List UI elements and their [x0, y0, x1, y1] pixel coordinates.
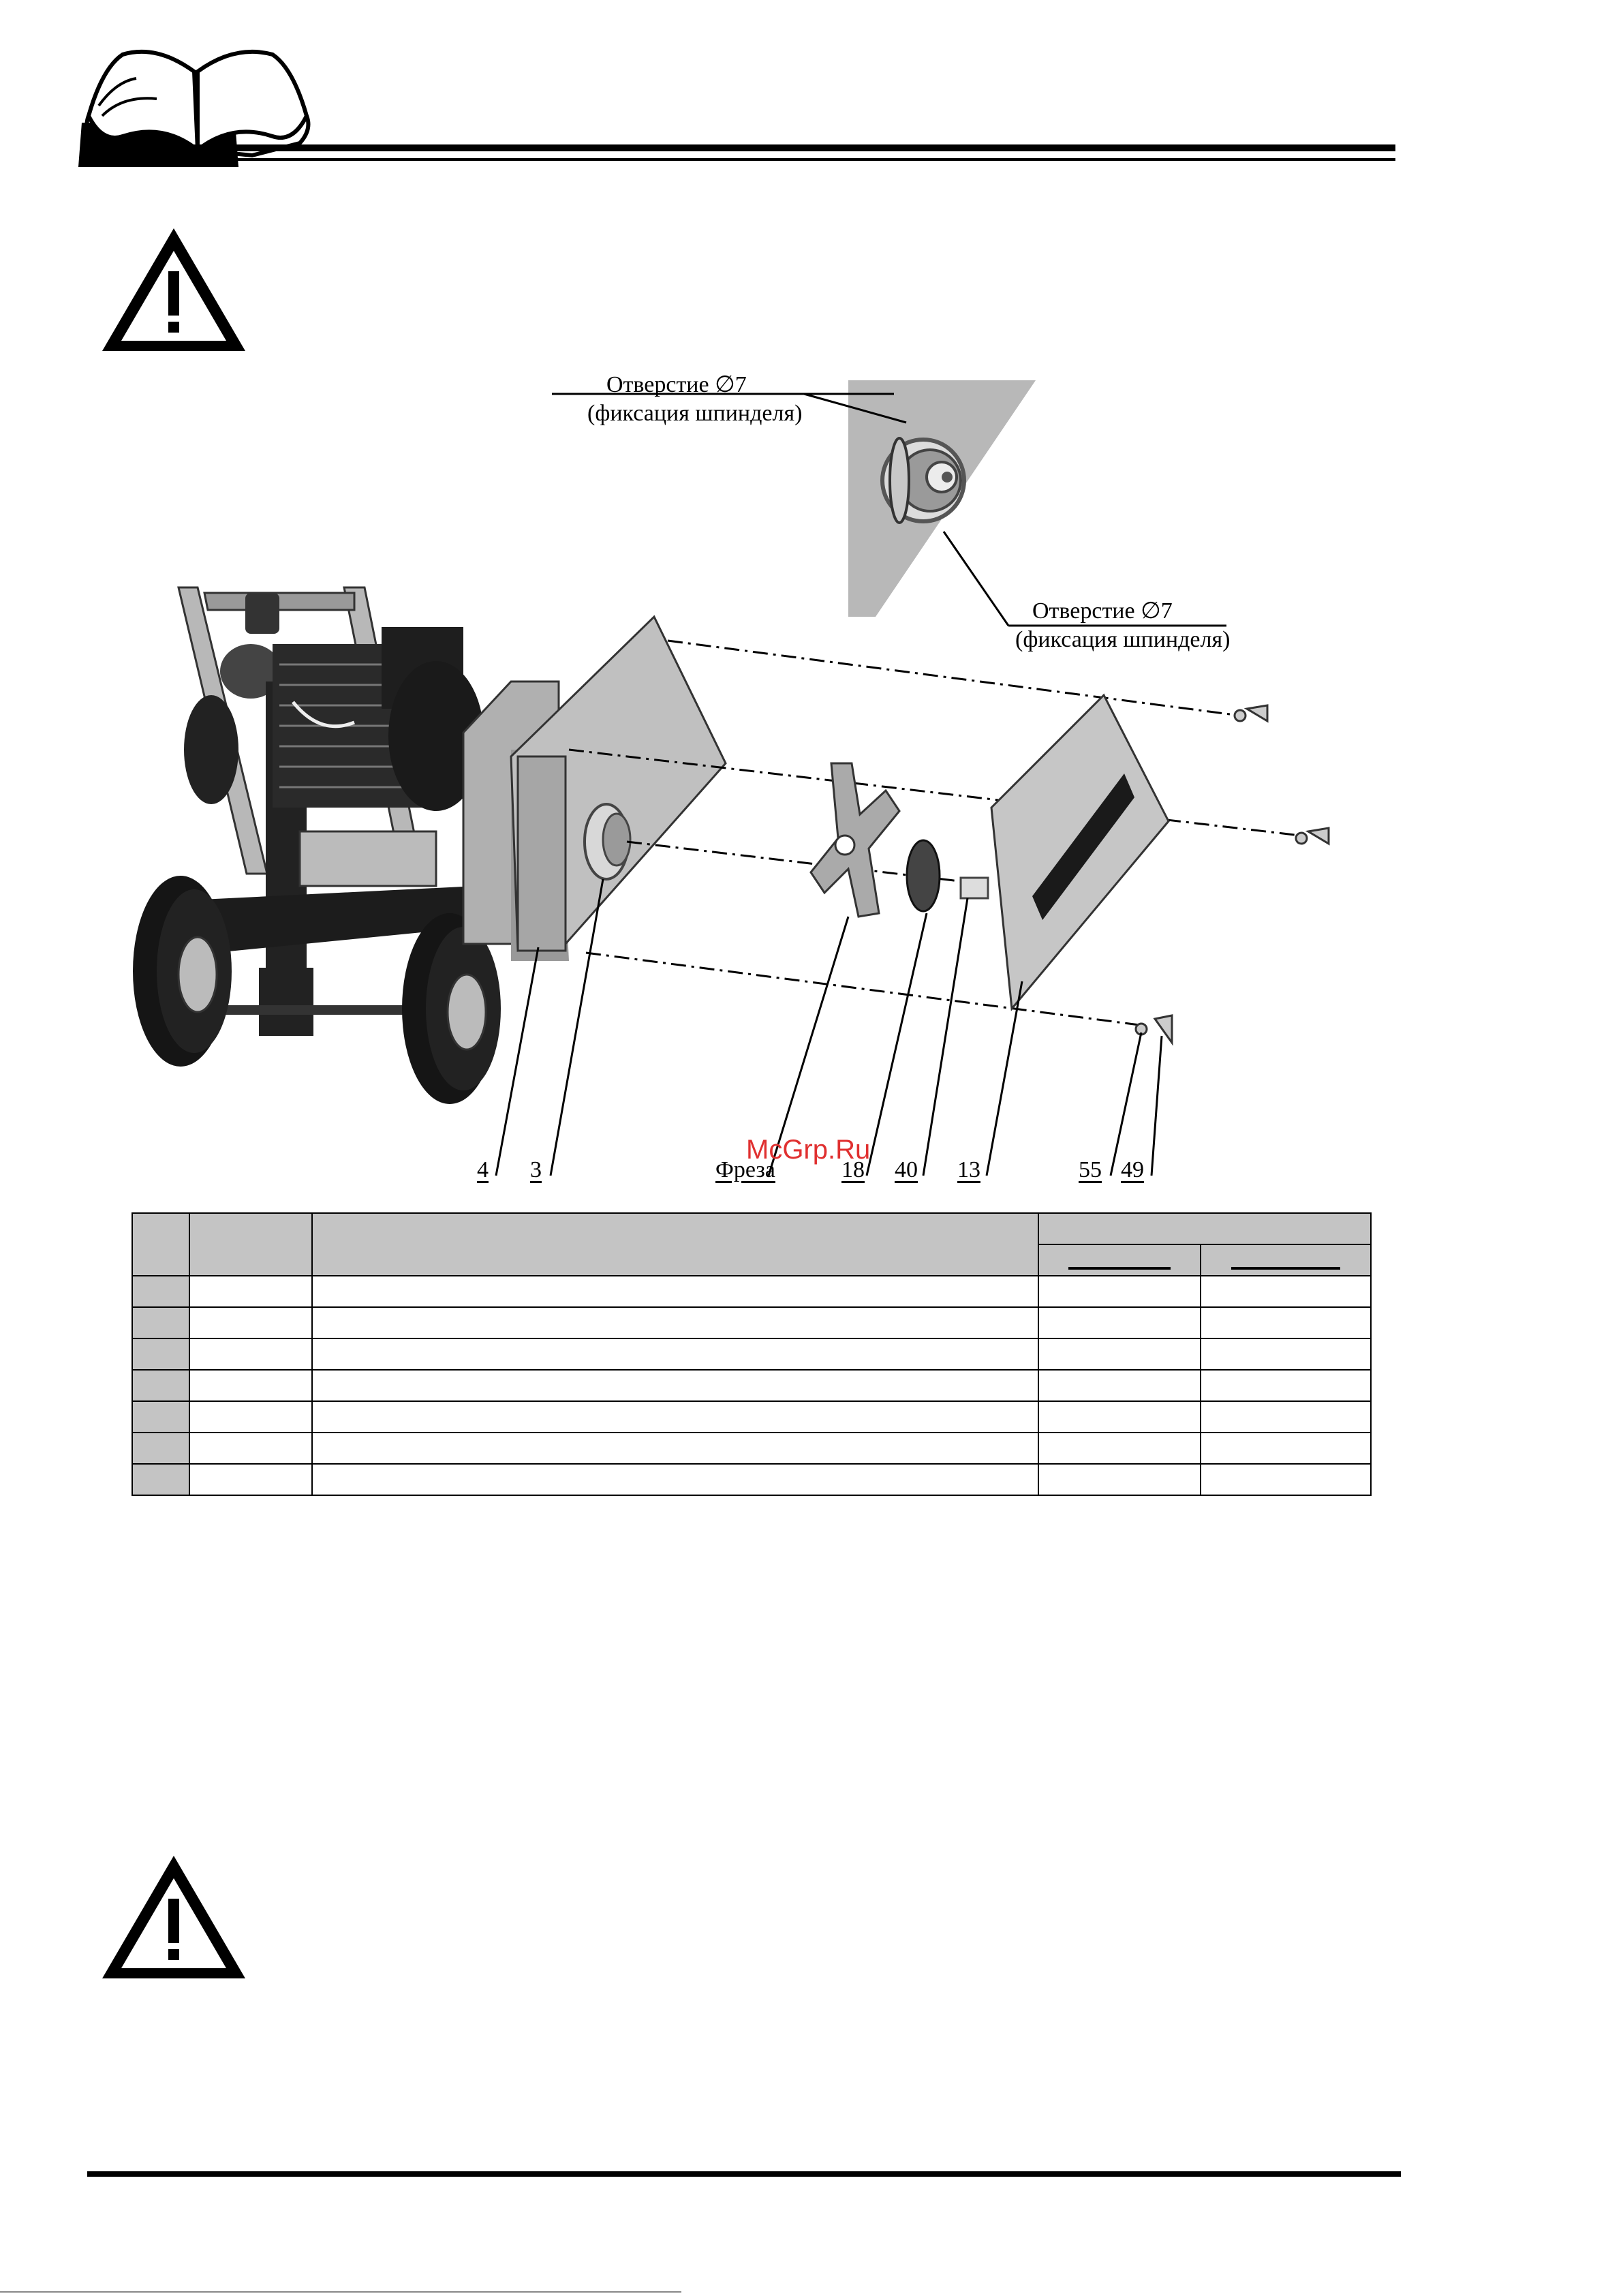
parts-table: [132, 1212, 1372, 1496]
header-cell: [1038, 1213, 1371, 1244]
header-cell: [132, 1213, 189, 1276]
callout-hole-top-line1: Отверстие ∅7: [606, 372, 747, 397]
table-row: [132, 1338, 1371, 1370]
header-subcell: [1038, 1244, 1201, 1276]
part-label-4: 4: [477, 1157, 489, 1182]
part-label-cutter: Фреза: [715, 1157, 775, 1182]
header-subcell: [1201, 1244, 1371, 1276]
table-row: [132, 1433, 1371, 1464]
header-cell: [312, 1213, 1038, 1276]
table-row: [132, 1370, 1371, 1401]
table-row: [132, 1464, 1371, 1495]
watermark: McGrp.Ru: [746, 1135, 871, 1165]
table-row: [132, 1401, 1371, 1433]
part-label-55: 55: [1079, 1157, 1102, 1182]
callout-hole-right-line1: Отверстие ∅7: [1032, 598, 1173, 624]
part-label-49: 49: [1121, 1157, 1144, 1182]
part-label-13: 13: [957, 1157, 980, 1182]
footer-hairline: [0, 2291, 681, 2293]
header-cell: [189, 1213, 312, 1276]
table-row: [132, 1307, 1371, 1338]
part-label-40: 40: [895, 1157, 918, 1182]
warning-icon-bottom: [102, 1852, 266, 1989]
part-label-3: 3: [530, 1157, 542, 1182]
callout-hole-right-line2: (фиксация шпинделя): [1015, 627, 1231, 652]
table-row: [132, 1276, 1371, 1307]
callout-hole-top-line2: (фиксация шпинделя): [587, 401, 803, 426]
footer-rule: [87, 2171, 1401, 2177]
part-label-18: 18: [841, 1157, 865, 1182]
